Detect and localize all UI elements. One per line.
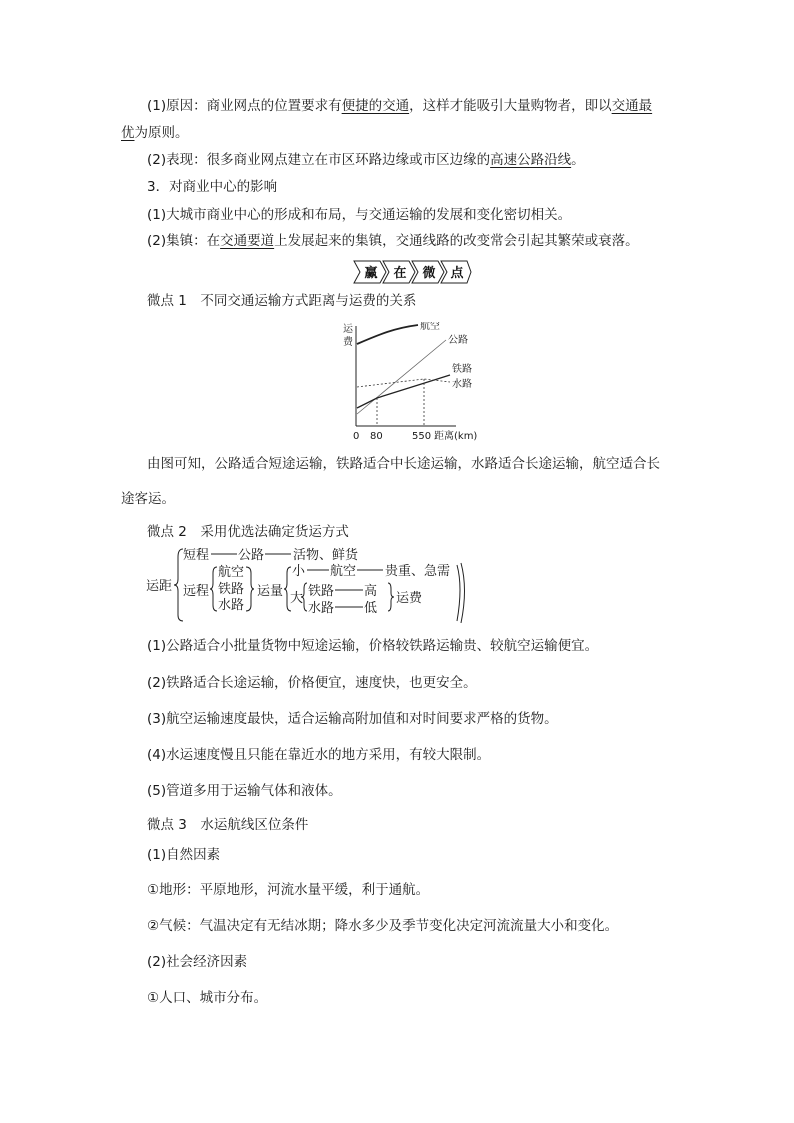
series-label-road: 公路: [448, 335, 468, 346]
y-axis-label-1: 运: [343, 324, 353, 335]
label-air: 航空: [218, 565, 245, 580]
reason-text: (1)原因：商业网点的位置要求有: [147, 98, 342, 114]
x-tick-label: 0: [353, 431, 360, 442]
brace-cost: [388, 583, 394, 611]
micro-3-item-3: ②气候：气温决定有无结冰期；降水多少及季节变化决定河流流量大小和变化。: [147, 918, 619, 934]
label-small: 小: [292, 564, 306, 579]
banner-char: 微: [422, 266, 436, 281]
town-text: (2)集镇：在: [147, 233, 221, 249]
brace-long: [210, 567, 217, 611]
label-distance: 运距: [146, 579, 173, 594]
x-tick-label: 550: [412, 431, 432, 442]
label-volume: 运量: [257, 584, 284, 599]
label-big: 大: [290, 591, 304, 606]
label-air-2: 航空: [330, 564, 357, 579]
micro-3-item-5: ①人口、城市分布。: [147, 990, 268, 1006]
micro-2-item-1: (1)公路适合小批量货物中短途运输，价格较铁路运输贵、较航空运输便宜。: [147, 638, 599, 654]
x-tick-label: 80: [370, 431, 383, 442]
transport-choice-diagram: [145, 545, 475, 623]
label-high: 高: [364, 584, 378, 599]
label-rail-2: 铁路: [308, 584, 335, 599]
label-short: 短程: [183, 548, 210, 563]
label-rail: 铁路: [218, 582, 245, 597]
label-cost: 运费: [396, 591, 423, 606]
banner-char: 赢: [364, 266, 378, 281]
micro-point-2-title: 微点 2 采用优选法确定货运方式: [147, 524, 349, 540]
x-axis-label: 距离(km): [434, 431, 478, 442]
performance-end: 。: [571, 152, 585, 168]
paragraph-reason: [147, 97, 652, 115]
micro-2-item-4: (4)水运速度慢且只能在靠近水的地方采用，有较大限制。: [147, 747, 491, 763]
paragraph-performance: [147, 151, 585, 169]
reason-text-mid: ，这样才能吸引大量购物者，即以: [409, 98, 612, 114]
micro-point-1-conclusion: 由图可知，公路适合短途运输，铁路适合中长途运输，水路适合长途运输，航空适合长: [147, 456, 660, 472]
label-air-goods: 贵重、急需: [385, 564, 451, 579]
paragraph-business-center: (1)大城市商业中心的形成和布局，与交通运输的发展和变化密切相关。: [147, 207, 572, 223]
micro-2-item-2: (2)铁路适合长途运输，价格便宜，速度快，也更安全。: [147, 675, 477, 691]
label-water: 水路: [218, 598, 245, 613]
section-heading-3: 3．对商业中心的影响: [147, 179, 278, 195]
section-banner: [352, 259, 472, 285]
label-road-goods: 活物、鲜货: [293, 548, 359, 563]
micro-point-3-title: 微点 3 水运航线区位条件: [147, 817, 309, 833]
underline-convenient-transport: 便捷的交通: [341, 98, 410, 114]
series-label-air: 航空: [420, 322, 440, 332]
principle-text: 为原则。: [134, 125, 189, 141]
series-line-air: [357, 325, 418, 344]
underline-traffic-route: 交通要道: [220, 233, 275, 249]
paragraph-reason-cont: [121, 124, 189, 142]
brace-distance: [174, 549, 183, 621]
underline-best: 优: [121, 125, 135, 141]
label-long: 远程: [183, 584, 210, 599]
underline-transport-best: 交通最: [611, 98, 653, 114]
underline-highway: 高速公路沿线: [490, 152, 572, 168]
micro-3-item-4: (2)社会经济因素: [147, 954, 248, 970]
distance-cost-chart: [340, 322, 490, 446]
series-line-road: [357, 340, 446, 414]
micro-3-item-1: (1)自然因素: [147, 847, 221, 863]
label-road: 公路: [238, 548, 265, 563]
micro-3-item-2: ①地形：平原地形，河流水量平缓，利于通航。: [147, 882, 430, 898]
micro-2-item-5: (5)管道多用于运输气体和液体。: [147, 783, 342, 799]
micro-point-1-conclusion-cont: 途客运。: [121, 491, 175, 507]
series-label-water: 水路: [452, 379, 472, 390]
label-water-2: 水路: [308, 601, 335, 616]
paragraph-market-town: [147, 232, 639, 250]
label-low: 低: [364, 601, 378, 616]
performance-text: (2)表现：很多商业网点建立在市区环路边缘或市区边缘的: [147, 152, 491, 168]
bracket-right-outer: [461, 563, 465, 623]
town-text-end: 上发展起来的集镇，交通线路的改变常会引起其繁荣或衰落。: [274, 233, 639, 249]
banner-char: 在: [393, 266, 407, 281]
series-line-rail: [357, 375, 450, 408]
y-axis-label-2: 费: [343, 337, 353, 348]
banner-char: 点: [450, 266, 464, 281]
series-line-water: [357, 379, 450, 387]
bracket-right-inner: [457, 565, 460, 621]
micro-point-1-title: 微点 1 不同交通运输方式距离与运费的关系: [147, 293, 417, 309]
series-label-rail: 铁路: [452, 364, 472, 375]
brace-modes-close: [246, 567, 254, 611]
micro-2-item-3: (3)航空运输速度最快，适合运输高附加值和对时间要求严格的货物。: [147, 711, 558, 727]
